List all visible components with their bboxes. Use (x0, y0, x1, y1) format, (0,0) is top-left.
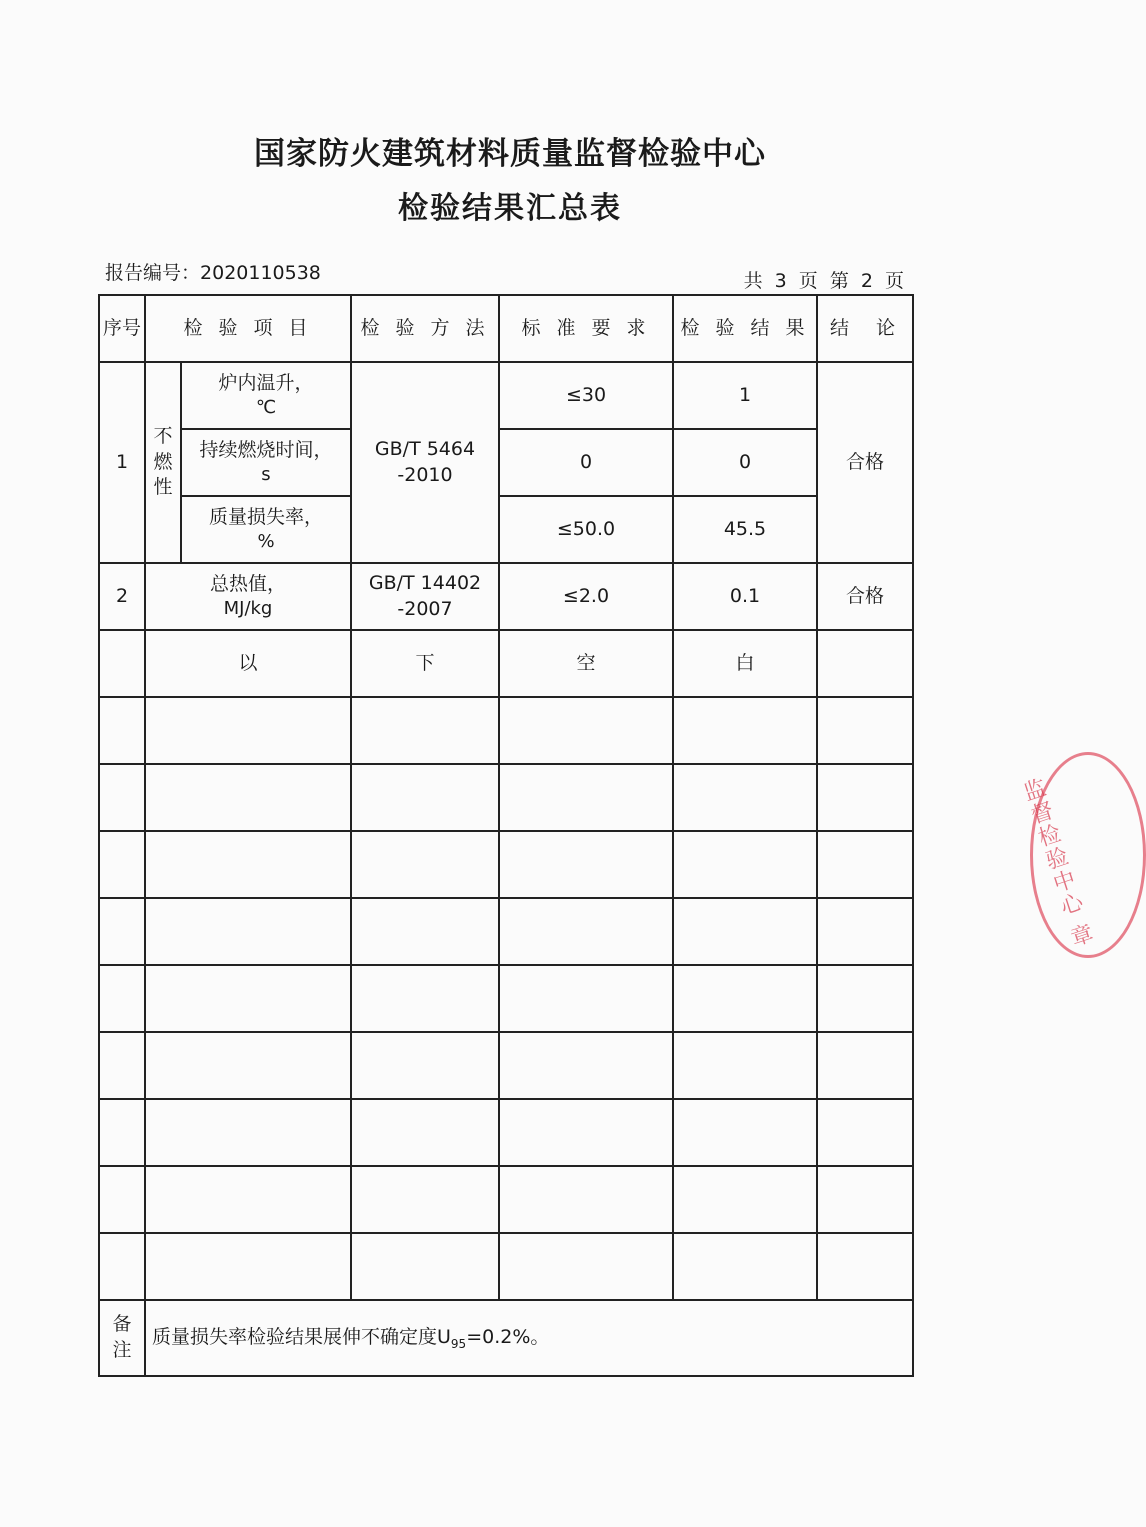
header-conclusion: 结 论 (817, 295, 913, 362)
row2-item-unit: MJ/kg (223, 598, 273, 620)
blank-cell (145, 1166, 351, 1233)
row1-item-2 (181, 429, 351, 496)
blank-cell (817, 697, 913, 764)
header-seq: 序号 (99, 295, 145, 362)
report-number-label: 报告编号： (105, 262, 201, 284)
blank-cell (817, 1032, 913, 1099)
blank-cell (99, 1099, 145, 1166)
row1-item-3-unit: % (257, 531, 275, 553)
blank-marker-3: 空 (499, 630, 673, 697)
row2-item-name: 总热值， (209, 572, 286, 595)
blank-cell (99, 764, 145, 831)
page-count: 共 3 页 第 2 页 (743, 270, 907, 292)
table-row (99, 563, 913, 630)
blank-marker-1: 以 (145, 630, 351, 697)
seal-text: 监督检验中心 章 (1017, 775, 1096, 952)
row1-result-3: 45.5 (673, 496, 817, 563)
blank-cell (145, 1032, 351, 1099)
row1-requirement-2: 0 (499, 429, 673, 496)
blank-cell (817, 965, 913, 1032)
blank-cell (817, 630, 913, 697)
table-row (99, 764, 913, 831)
blank-cell (99, 1166, 145, 1233)
blank-cell (145, 764, 351, 831)
row2-result: 0.1 (673, 563, 817, 630)
row2-conclusion: 合格 (817, 563, 913, 630)
blank-cell (673, 764, 817, 831)
blank-cell (99, 898, 145, 965)
remarks-label-text: 备注 (112, 1313, 132, 1361)
blank-cell (351, 965, 499, 1032)
document-title: 国家防火建筑材料质量监督检验中心 (254, 136, 766, 172)
table-row (99, 630, 913, 697)
table-row (99, 496, 913, 563)
blank-cell (673, 831, 817, 898)
blank-cell (351, 1233, 499, 1300)
blank-cell (499, 1233, 673, 1300)
table-row (99, 1233, 913, 1300)
row1-item-2-name: 持续燃烧时间， (199, 438, 333, 461)
blank-cell (351, 1166, 499, 1233)
table-row (99, 1166, 913, 1233)
header-method: 检 验 方 法 (351, 295, 499, 362)
blank-cell (499, 1166, 673, 1233)
row1-item-3 (181, 496, 351, 563)
report-number-value: 2020110538 (200, 262, 321, 284)
table-row (99, 1032, 913, 1099)
blank-cell (351, 898, 499, 965)
blank-cell (351, 764, 499, 831)
row1-requirement-3: ≤50.0 (499, 496, 673, 563)
row1-item-1-unit: ℃ (255, 397, 277, 419)
row2-method-line1: GB/T 14402 (368, 571, 482, 594)
blank-cell (499, 764, 673, 831)
blank-marker-2: 下 (351, 630, 499, 697)
row1-category-text: 不燃性 (153, 425, 173, 499)
results-table (98, 294, 914, 1377)
table-row (99, 429, 913, 496)
row1-conclusion: 合格 (817, 362, 913, 563)
blank-cell (145, 965, 351, 1032)
header-item: 检 验 项 目 (145, 295, 351, 362)
blank-cell (499, 965, 673, 1032)
blank-cell (99, 965, 145, 1032)
row1-seq: 1 (99, 362, 145, 563)
blank-cell (145, 1233, 351, 1300)
row2-requirement: ≤2.0 (499, 563, 673, 630)
blank-cell (99, 630, 145, 697)
row2-item (145, 563, 351, 630)
table-row (99, 965, 913, 1032)
blank-cell (499, 831, 673, 898)
blank-cell (99, 1032, 145, 1099)
table-row (99, 697, 913, 764)
table-row (99, 831, 913, 898)
blank-cell (99, 831, 145, 898)
remarks-subscript: 95 (450, 1336, 467, 1351)
remarks-text-pre: 质量损失率检验结果展伸不确定度U (152, 1325, 451, 1348)
blank-cell (351, 697, 499, 764)
blank-cell (145, 898, 351, 965)
blank-cell (673, 1166, 817, 1233)
blank-cell (673, 1032, 817, 1099)
row2-method-line2: -2007 (397, 597, 453, 620)
remarks-text (145, 1300, 913, 1376)
blank-cell (817, 898, 913, 965)
blank-cell (351, 1099, 499, 1166)
blank-cell (673, 1233, 817, 1300)
blank-cell (673, 1099, 817, 1166)
blank-cell (499, 1099, 673, 1166)
blank-cell (499, 898, 673, 965)
blank-cell (817, 1166, 913, 1233)
blank-cell (145, 697, 351, 764)
blank-cell (817, 831, 913, 898)
row1-item-1-name: 炉内温升， (218, 371, 314, 394)
blank-cell (817, 764, 913, 831)
blank-cell (145, 831, 351, 898)
blank-cell (499, 1032, 673, 1099)
row1-result-1: 1 (673, 362, 817, 429)
blank-cell (99, 1233, 145, 1300)
remarks-text-post: =0.2%。 (466, 1325, 550, 1348)
row1-category (145, 362, 181, 563)
table-row (99, 362, 913, 429)
row2-seq: 2 (99, 563, 145, 630)
remarks-row (99, 1300, 913, 1376)
row1-item-1 (181, 362, 351, 429)
blank-cell (817, 1099, 913, 1166)
blank-cell (673, 898, 817, 965)
row1-item-3-name: 质量损失率， (208, 505, 323, 528)
table-row (99, 1099, 913, 1166)
blank-cell (673, 697, 817, 764)
row1-requirement-1: ≤30 (499, 362, 673, 429)
blank-cell (351, 1032, 499, 1099)
document-subtitle: 检验结果汇总表 (398, 191, 622, 226)
row1-item-2-unit: s (261, 464, 271, 486)
remarks-label (99, 1300, 145, 1376)
blank-cell (99, 697, 145, 764)
official-seal-stamp (1017, 752, 1146, 958)
blank-cell (673, 965, 817, 1032)
blank-cell (817, 1233, 913, 1300)
table-header-row (99, 295, 913, 362)
header-requirement: 标 准 要 求 (499, 295, 673, 362)
blank-cell (145, 1099, 351, 1166)
row1-result-2: 0 (673, 429, 817, 496)
header-result: 检 验 结 果 (673, 295, 817, 362)
row1-method (351, 362, 499, 563)
table-row (99, 898, 913, 965)
row2-method (351, 563, 499, 630)
blank-cell (351, 831, 499, 898)
row1-method-text: GB/T 5464 -2010 (374, 437, 476, 486)
blank-marker-4: 白 (673, 630, 817, 697)
report-number (105, 258, 321, 285)
blank-cell (499, 697, 673, 764)
